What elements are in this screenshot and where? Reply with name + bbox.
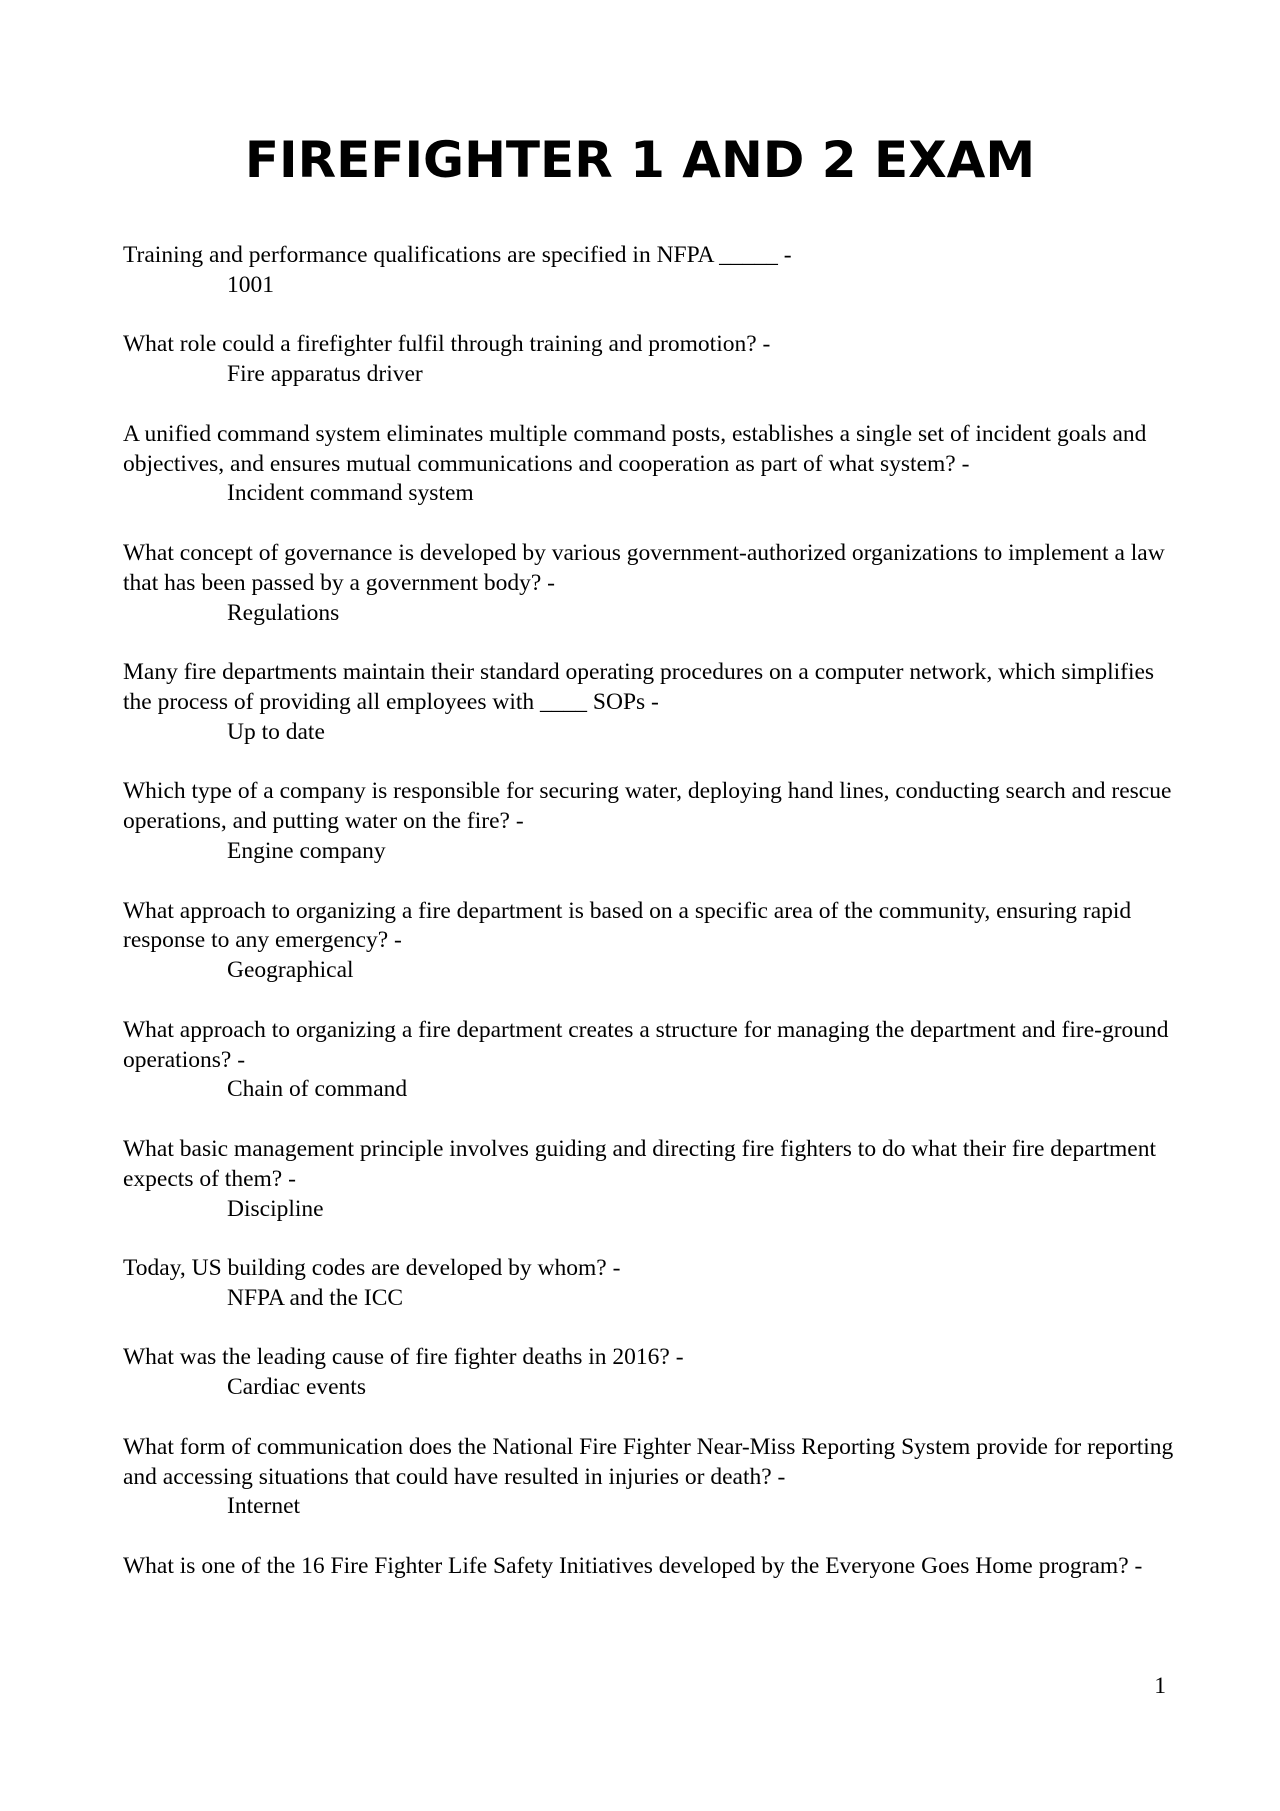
answer-text: Discipline [227,1195,324,1222]
answer-text: Internet [227,1493,301,1520]
answer-text: NFPA and the ICC [227,1284,404,1311]
qa-item [123,241,1183,301]
qa-item [123,1552,1183,1582]
question-text: What role could a firefighter fulfil through training and promotion? - [123,331,771,358]
question-text: A unified command system eliminates multiple command posts, establishes a single set of incident goals and objectives, and ensures mutual communications and cooperation as part of what system? - [123,420,1147,477]
qa-item [123,1343,1183,1403]
question-text: What approach to organizing a fire department is based on a specific area of the community, ensuring rapid response to any emergency? - [123,897,1132,954]
answer-text: Cardiac events [227,1374,366,1401]
question-text: What is one of the 16 Fire Fighter Life Safety Initiatives developed by the Everyone Goes Home program? - [123,1553,1143,1580]
answer-text: 1001 [227,271,274,298]
qa-item [123,420,1183,509]
qa-item [123,1254,1183,1314]
qa-item [123,1135,1183,1224]
qa-item [123,777,1183,866]
answer-text: Engine company [227,837,386,864]
qa-item [123,897,1183,986]
answer-text: Chain of command [227,1076,408,1103]
question-text: What was the leading cause of fire fighter deaths in 2016? - [123,1344,684,1371]
page-number: 1 [1154,1673,1166,1699]
page-title: FIREFIGHTER 1 AND 2 EXAM [244,131,1036,189]
answer-text: Regulations [227,599,340,626]
qa-item [123,330,1183,390]
question-text: What concept of governance is developed by various government-authorized organizations to implement a law that has been passed by a government body? - [123,539,1165,596]
question-text: Which type of a company is responsible for securing water, deploying hand lines, conducting search and rescue operations, and putting water on the fire? - [123,778,1172,835]
question-text: What approach to organizing a fire department creates a structure for managing the department and fire-ground operations? - [123,1016,1169,1073]
question-text: Today, US building codes are developed by whom? - [123,1255,621,1282]
answer-text: Incident command system [227,480,474,507]
answer-text: Up to date [227,718,325,745]
answer-text: Geographical [227,957,354,984]
qa-list [123,241,1183,1612]
question-text: Many fire departments maintain their standard operating procedures on a computer network, which simplifies the process of providing all employees with ____ SOPs - [123,659,1155,715]
question-text: Training and performance qualifications are specified in NFPA _____ - [123,242,792,268]
qa-item [123,658,1183,747]
qa-item [123,539,1183,628]
question-text: What basic management principle involves guiding and directing fire fighters to do what their fire department expects of them? - [123,1135,1157,1192]
qa-item [123,1016,1183,1105]
qa-item [123,1433,1183,1522]
question-text: What form of communication does the National Fire Fighter Near-Miss Reporting System provide for reporting and accessing situations that could have resulted in injuries or death? - [123,1433,1174,1490]
answer-text: Fire apparatus driver [227,361,423,388]
